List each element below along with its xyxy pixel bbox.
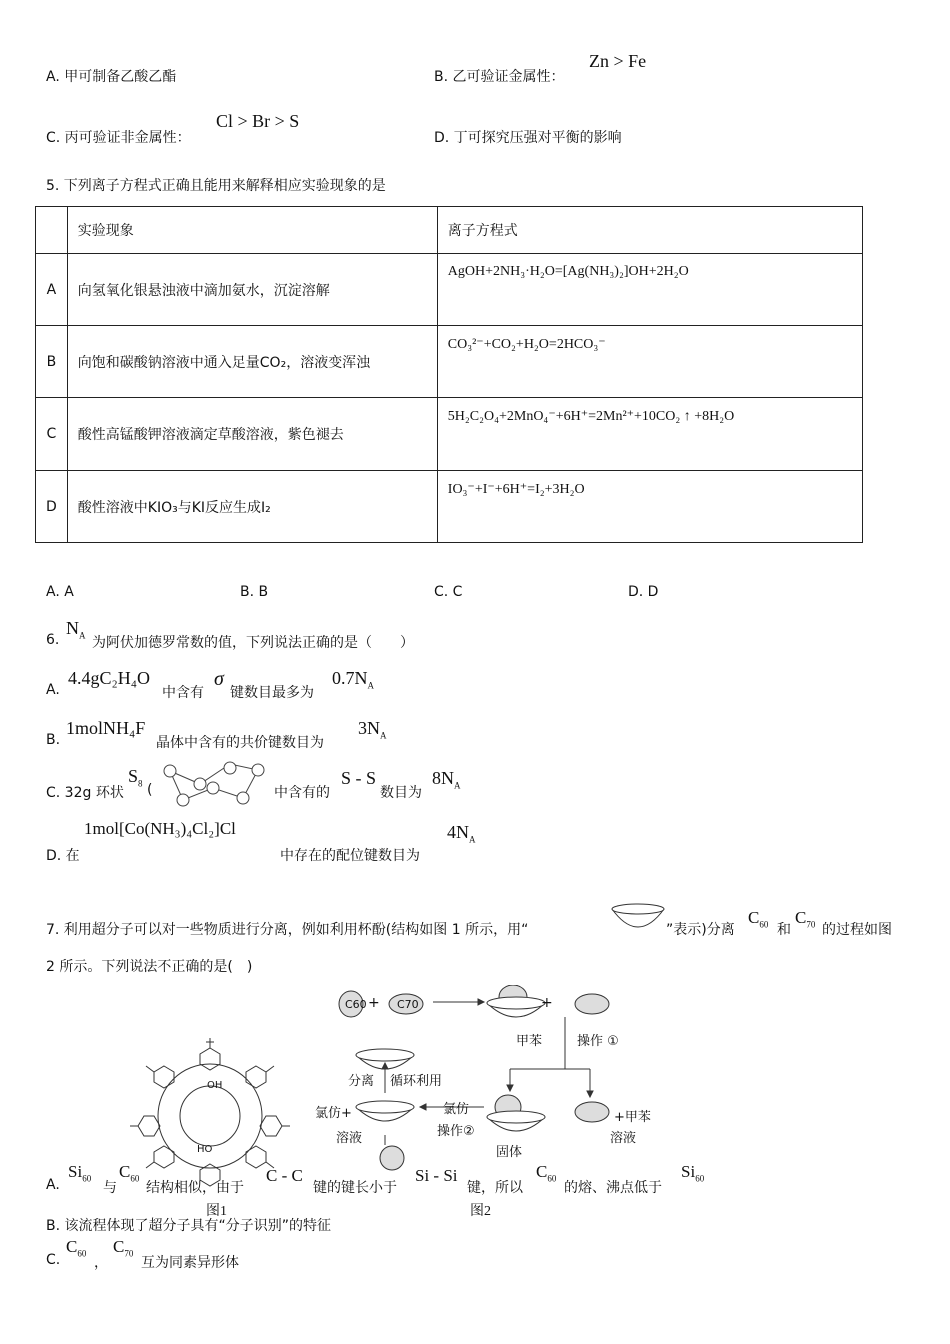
q5-choice-a: A. A [46,584,74,600]
header-equation: 离子方程式 [437,207,862,254]
q7-a-text4: 键，所以 [467,1180,523,1196]
q5-choice-d: D. D [628,584,659,600]
header-phenomenon: 实验现象 [67,207,437,254]
q7-option-b: B. 该流程体现了超分子具有“分子识别”的特征 [46,1218,332,1234]
q6-d-label: D. 在 [46,848,80,864]
q6-a-text1: 中含有 [162,685,204,701]
q5-choice-b: B. B [240,584,269,600]
row-equation: CO₃²⁻+CO₂+H₂O=2HCO₃⁻ [437,326,862,398]
fig2-solid: 固体 [496,1145,523,1160]
fig2-toluene: 甲苯 [516,1034,543,1049]
q7-a-text1: 与 [103,1180,117,1196]
table-row [36,254,863,326]
table-row [36,471,863,543]
q7-a-label: A. [46,1177,60,1193]
q7-c-label: C. [46,1252,61,1268]
fig1-ho-label: HO [197,1144,213,1155]
row-phenomenon: 酸性溶液中KIO₃与KI反应生成I₂ [67,471,437,543]
q7-a-cc-bond: C - C [266,1166,303,1185]
q6-c-text1: 中含有的 [274,785,330,801]
row-phenomenon: 向饱和碳酸钠溶液中通入足量CO₂，溶液变浑浊 [67,326,437,398]
fig2-op1: 操作 ① [577,1034,619,1049]
figure-1-caption: 图1 [206,1204,227,1219]
q6-d-formula: 1mol[Co(NH₃)₄Cl₂]Cl [84,819,236,838]
q7-c-c70: $C_{70}$ [113,1237,134,1259]
q6-c-value: $8N_A$ [432,768,461,791]
row-phenomenon: 酸性高锰酸钾溶液滴定草酸溶液，紫色褪去 [67,398,437,471]
q4-option-c: C. 丙可验证非金属性： [46,130,191,146]
fig2-op2: 操作② [437,1124,475,1139]
q6-stem: 为阿伏加德罗常数的值，下列说法正确的是（ ） [92,635,414,651]
q4-option-b: B. 乙可验证金属性： [434,69,565,85]
q5-choice-c: C. C [434,584,463,600]
row-equation: AgOH+2NH₃·H₂O=[Ag(NH₃)₂]OH+2H₂O [437,254,862,326]
q6-d-text: 中存在的配位键数目为 [280,848,420,864]
q5-table [35,206,863,543]
table-row [36,326,863,398]
fig2-chloroform-sol: 氯仿+ [315,1106,352,1121]
fig2-sol2: 溶液 [610,1131,637,1146]
table-header-row [36,207,863,254]
q6-b-text: 晶体中含有的共价键数目为 [156,735,324,751]
q6-c-bond: S - S [341,768,377,788]
q7-stem-part1: 7. 利用超分子可以对一些物质进行分离，例如利用杯酚(结构如图 1 所示，用“ [46,922,529,938]
q4-option-b-formula: Zn > Fe [589,51,647,71]
fig2-plus-2: + [541,995,553,1011]
q6-a-text2: 键数目最多为 [230,685,314,701]
q4-option-c-formula: Cl > Br > S [216,111,300,131]
fig2-chloroform: 氯仿 [443,1102,470,1117]
q6-na-symbol: $N_A$ [66,618,86,641]
q6-b-formula: 1molNH₄F [66,718,146,738]
fig2-separate: 分离 [348,1074,375,1089]
q4-option-d: D. 丁可探究压强对平衡的影响 [434,130,622,146]
calixarene-bowl-icon [610,903,666,933]
q7-a-c60-2: $C_{60}$ [536,1162,557,1184]
q7-stem-part4: 2 所示。下列说法不正确的是( ) [46,959,253,975]
q7-c60: $C_{60}$ [748,908,769,930]
q7-stem-part2: ”表示)分离 [666,922,735,938]
q7-a-text5: 的熔、沸点低于 [564,1180,662,1196]
row-option: C [36,398,68,471]
q6-number: 6. [46,632,60,648]
q7-c-c60: $C_{60}$ [66,1237,87,1259]
fig2-sol: 溶液 [336,1131,363,1146]
q6-a-sigma: σ [214,668,224,690]
q7-c70: $C_{70}$ [795,908,816,930]
q6-c-formula: $S_8$ [128,766,143,789]
q7-a-si60: $Si_{60}$ [68,1162,92,1184]
q5-stem: 5. 下列离子方程式正确且能用来解释相应实验现象的是 [46,178,386,194]
q7-a-text2: 结构相似，由于 [146,1180,244,1196]
fig2-c60-label: C60 [345,998,367,1011]
table-row [36,398,863,471]
row-equation: IO₃⁻+I⁻+6H⁺=I₂+3H₂O [437,471,862,543]
q6-c-text2: 数目为 [380,785,422,801]
q7-and: 和 [777,922,791,938]
q6-a-label: A. [46,682,60,698]
q7-a-text3: 键的键长小于 [313,1180,397,1196]
q7-a-si60-2: $Si_{60}$ [681,1162,705,1184]
row-option: B [36,326,68,398]
row-option: A [36,254,68,326]
q7-c-text: 互为同素异形体 [141,1255,239,1271]
q4-option-a: A. 甲可制备乙酸乙酯 [46,69,177,85]
row-option: D [36,471,68,543]
s8-ring-diagram [158,760,272,808]
fig2-recycle: 循环利用 [390,1074,443,1089]
row-phenomenon: 向氢氧化银悬浊液中滴加氨水，沉淀溶解 [67,254,437,326]
figure-2-caption: 图2 [470,1204,491,1219]
fig1-oh-label: OH [207,1080,223,1091]
q6-b-label: B. [46,732,61,748]
q7-a-sisi-bond: Si - Si [415,1166,458,1185]
q6-c-paren: ( [147,782,153,798]
q6-c-label: C. 32g 环状 [46,785,124,801]
q6-b-value: $3N_A$ [358,718,387,741]
q7-c-sep: ， [94,1255,108,1271]
fig2-c70-toluene: +甲苯 [614,1110,651,1125]
q6-a-formula: 4.4gC₂H₄O [68,668,151,688]
q7-stem-part3: 的过程如图 [822,922,892,938]
q6-a-value: $0.7N_A$ [332,668,374,691]
row-equation: 5H₂C₂O₄+2MnO₄⁻+6H⁺=2Mn²⁺+10CO₂ ↑ +8H₂O [437,398,862,471]
q6-d-value: $4N_A$ [447,822,476,845]
fig2-plus: + [368,995,380,1011]
fig2-c70-label: C70 [397,998,419,1011]
q7-a-c60: $C_{60}$ [119,1162,140,1184]
